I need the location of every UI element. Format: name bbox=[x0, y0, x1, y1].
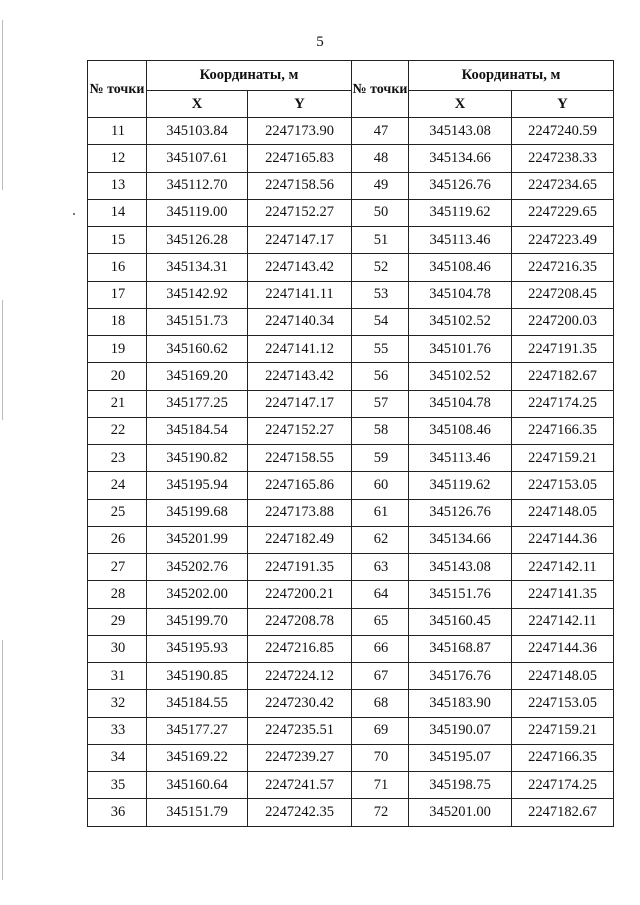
point-number-right: 71 bbox=[352, 772, 409, 799]
point-number-left: 12 bbox=[88, 145, 147, 172]
point-number-right: 48 bbox=[352, 145, 409, 172]
x-coordinate-left: 345202.76 bbox=[147, 554, 248, 581]
point-number-left: 16 bbox=[88, 254, 147, 281]
x-coordinate-right: 345201.00 bbox=[409, 799, 512, 826]
y-coordinate-left: 2247200.21 bbox=[248, 581, 352, 608]
x-coordinate-right: 345108.46 bbox=[409, 254, 512, 281]
y-coordinate-left: 2247158.56 bbox=[248, 172, 352, 199]
coordinates-header-right: Координаты, м bbox=[409, 61, 614, 91]
table-row bbox=[88, 336, 614, 363]
page-number: 5 bbox=[316, 34, 324, 50]
table-row bbox=[88, 554, 614, 581]
table-row bbox=[88, 363, 614, 390]
point-number-left: 18 bbox=[88, 308, 147, 335]
x-coordinate-left: 345151.79 bbox=[147, 799, 248, 826]
point-number-right: 59 bbox=[352, 445, 409, 472]
x-coordinate-right: 345134.66 bbox=[409, 526, 512, 553]
y-coordinate-right: 2247142.11 bbox=[512, 608, 614, 635]
point-number-left: 27 bbox=[88, 554, 147, 581]
point-number-right: 56 bbox=[352, 363, 409, 390]
y-coordinate-right: 2247153.05 bbox=[512, 472, 614, 499]
y-coordinate-left: 2247235.51 bbox=[248, 717, 352, 744]
x-coordinate-right: 345195.07 bbox=[409, 744, 512, 771]
table-row bbox=[88, 445, 614, 472]
x-header-left: X bbox=[147, 91, 248, 118]
x-coordinate-right: 345104.78 bbox=[409, 281, 512, 308]
point-number-left: 21 bbox=[88, 390, 147, 417]
x-coordinate-right: 345119.62 bbox=[409, 199, 512, 226]
table-row bbox=[88, 799, 614, 826]
x-coordinate-right: 345151.76 bbox=[409, 581, 512, 608]
x-coordinate-right: 345102.52 bbox=[409, 308, 512, 335]
y-coordinate-right: 2247216.35 bbox=[512, 254, 614, 281]
y-coordinate-right: 2247153.05 bbox=[512, 690, 614, 717]
table-row bbox=[88, 417, 614, 444]
x-coordinate-right: 345113.46 bbox=[409, 445, 512, 472]
point-number-right: 53 bbox=[352, 281, 409, 308]
y-coordinate-left: 2247208.78 bbox=[248, 608, 352, 635]
point-number-header-left: № точки bbox=[88, 61, 147, 118]
point-number-right: 63 bbox=[352, 554, 409, 581]
x-coordinate-left: 345160.64 bbox=[147, 772, 248, 799]
y-coordinate-right: 2247159.21 bbox=[512, 717, 614, 744]
point-number-right: 57 bbox=[352, 390, 409, 417]
y-coordinate-left: 2247173.88 bbox=[248, 499, 352, 526]
point-number-left: 14 bbox=[88, 199, 147, 226]
point-number-right: 60 bbox=[352, 472, 409, 499]
x-coordinate-right: 345190.07 bbox=[409, 717, 512, 744]
point-number-header-right: № точки bbox=[352, 61, 409, 118]
x-coordinate-right: 345134.66 bbox=[409, 145, 512, 172]
y-coordinate-right: 2247166.35 bbox=[512, 744, 614, 771]
x-coordinate-right: 345113.46 bbox=[409, 227, 512, 254]
x-coordinate-left: 345126.28 bbox=[147, 227, 248, 254]
x-coordinate-left: 345119.00 bbox=[147, 199, 248, 226]
x-coordinate-left: 345177.27 bbox=[147, 717, 248, 744]
coordinates-table bbox=[87, 60, 614, 827]
table-row bbox=[88, 172, 614, 199]
y-coordinate-right: 2247229.65 bbox=[512, 199, 614, 226]
table-row bbox=[88, 308, 614, 335]
point-number-left: 29 bbox=[88, 608, 147, 635]
scan-edge-line bbox=[2, 640, 3, 880]
x-coordinate-left: 345177.25 bbox=[147, 390, 248, 417]
table-row bbox=[88, 472, 614, 499]
y-coordinate-left: 2247230.42 bbox=[248, 690, 352, 717]
table-row bbox=[88, 390, 614, 417]
y-coordinate-left: 2247158.55 bbox=[248, 445, 352, 472]
point-number-left: 25 bbox=[88, 499, 147, 526]
point-number-left: 13 bbox=[88, 172, 147, 199]
y-coordinate-left: 2247141.12 bbox=[248, 336, 352, 363]
scan-edge-line bbox=[2, 20, 3, 190]
y-coordinate-left: 2247182.49 bbox=[248, 526, 352, 553]
table-row bbox=[88, 118, 614, 145]
point-number-left: 23 bbox=[88, 445, 147, 472]
table-row bbox=[88, 635, 614, 662]
x-coordinate-right: 345143.08 bbox=[409, 118, 512, 145]
y-coordinate-left: 2247147.17 bbox=[248, 390, 352, 417]
x-coordinate-right: 345198.75 bbox=[409, 772, 512, 799]
point-number-left: 36 bbox=[88, 799, 147, 826]
y-coordinate-right: 2247223.49 bbox=[512, 227, 614, 254]
y-coordinate-right: 2247148.05 bbox=[512, 499, 614, 526]
y-coordinate-left: 2247152.27 bbox=[248, 199, 352, 226]
x-coordinate-right: 345108.46 bbox=[409, 417, 512, 444]
table-row bbox=[88, 608, 614, 635]
x-coordinate-left: 345134.31 bbox=[147, 254, 248, 281]
x-coordinate-left: 345142.92 bbox=[147, 281, 248, 308]
y-coordinate-right: 2247174.25 bbox=[512, 390, 614, 417]
y-coordinate-left: 2247216.85 bbox=[248, 635, 352, 662]
point-number-left: 32 bbox=[88, 690, 147, 717]
x-coordinate-left: 345199.70 bbox=[147, 608, 248, 635]
point-number-right: 51 bbox=[352, 227, 409, 254]
table-row bbox=[88, 281, 614, 308]
point-number-left: 19 bbox=[88, 336, 147, 363]
y-coordinate-right: 2247200.03 bbox=[512, 308, 614, 335]
point-number-right: 65 bbox=[352, 608, 409, 635]
x-coordinate-left: 345195.94 bbox=[147, 472, 248, 499]
y-coordinate-left: 2247241.57 bbox=[248, 772, 352, 799]
y-coordinate-right: 2247191.35 bbox=[512, 336, 614, 363]
x-coordinate-right: 345160.45 bbox=[409, 608, 512, 635]
y-coordinate-right: 2247148.05 bbox=[512, 663, 614, 690]
y-coordinate-left: 2247147.17 bbox=[248, 227, 352, 254]
y-coordinate-right: 2247142.11 bbox=[512, 554, 614, 581]
x-coordinate-right: 345101.76 bbox=[409, 336, 512, 363]
point-number-left: 30 bbox=[88, 635, 147, 662]
x-coordinate-right: 345119.62 bbox=[409, 472, 512, 499]
table-row bbox=[88, 227, 614, 254]
x-coordinate-left: 345190.82 bbox=[147, 445, 248, 472]
point-number-right: 68 bbox=[352, 690, 409, 717]
x-coordinate-right: 345168.87 bbox=[409, 635, 512, 662]
point-number-right: 47 bbox=[352, 118, 409, 145]
table-row bbox=[88, 145, 614, 172]
x-coordinate-left: 345199.68 bbox=[147, 499, 248, 526]
y-coordinate-left: 2247239.27 bbox=[248, 744, 352, 771]
y-coordinate-right: 2247238.33 bbox=[512, 145, 614, 172]
coordinates-header-left: Координаты, м bbox=[147, 61, 352, 91]
y-coordinate-right: 2247141.35 bbox=[512, 581, 614, 608]
point-number-right: 54 bbox=[352, 308, 409, 335]
point-number-left: 11 bbox=[88, 118, 147, 145]
table-row bbox=[88, 690, 614, 717]
y-coordinate-left: 2247224.12 bbox=[248, 663, 352, 690]
table-row bbox=[88, 499, 614, 526]
point-number-right: 69 bbox=[352, 717, 409, 744]
y-header-left: Y bbox=[248, 91, 352, 118]
y-coordinate-right: 2247144.36 bbox=[512, 526, 614, 553]
y-coordinate-left: 2247143.42 bbox=[248, 254, 352, 281]
y-coordinate-left: 2247165.83 bbox=[248, 145, 352, 172]
point-number-right: 58 bbox=[352, 417, 409, 444]
point-number-left: 15 bbox=[88, 227, 147, 254]
y-coordinate-left: 2247173.90 bbox=[248, 118, 352, 145]
y-coordinate-left: 2247141.11 bbox=[248, 281, 352, 308]
point-number-right: 64 bbox=[352, 581, 409, 608]
y-coordinate-right: 2247182.67 bbox=[512, 363, 614, 390]
y-coordinate-left: 2247152.27 bbox=[248, 417, 352, 444]
scan-speck bbox=[73, 213, 75, 215]
y-coordinate-right: 2247159.21 bbox=[512, 445, 614, 472]
point-number-right: 67 bbox=[352, 663, 409, 690]
x-coordinate-left: 345107.61 bbox=[147, 145, 248, 172]
x-coordinate-right: 345102.52 bbox=[409, 363, 512, 390]
y-coordinate-left: 2247165.86 bbox=[248, 472, 352, 499]
y-coordinate-right: 2247234.65 bbox=[512, 172, 614, 199]
x-coordinate-left: 345160.62 bbox=[147, 336, 248, 363]
point-number-left: 20 bbox=[88, 363, 147, 390]
y-coordinate-right: 2247174.25 bbox=[512, 772, 614, 799]
x-coordinate-right: 345143.08 bbox=[409, 554, 512, 581]
point-number-left: 17 bbox=[88, 281, 147, 308]
point-number-right: 62 bbox=[352, 526, 409, 553]
point-number-left: 35 bbox=[88, 772, 147, 799]
x-coordinate-left: 345169.20 bbox=[147, 363, 248, 390]
point-number-right: 52 bbox=[352, 254, 409, 281]
x-coordinate-left: 345112.70 bbox=[147, 172, 248, 199]
point-number-right: 61 bbox=[352, 499, 409, 526]
x-coordinate-left: 345202.00 bbox=[147, 581, 248, 608]
y-header-right: Y bbox=[512, 91, 614, 118]
point-number-left: 34 bbox=[88, 744, 147, 771]
table-row bbox=[88, 772, 614, 799]
table-row bbox=[88, 744, 614, 771]
y-coordinate-right: 2247166.35 bbox=[512, 417, 614, 444]
point-number-right: 70 bbox=[352, 744, 409, 771]
x-coordinate-left: 345201.99 bbox=[147, 526, 248, 553]
scan-edge-line bbox=[2, 300, 3, 420]
table-row bbox=[88, 717, 614, 744]
y-coordinate-left: 2247143.42 bbox=[248, 363, 352, 390]
table-body bbox=[88, 118, 614, 827]
point-number-left: 28 bbox=[88, 581, 147, 608]
y-coordinate-left: 2247140.34 bbox=[248, 308, 352, 335]
table-row bbox=[88, 526, 614, 553]
table-row bbox=[88, 581, 614, 608]
x-coordinate-left: 345169.22 bbox=[147, 744, 248, 771]
point-number-left: 24 bbox=[88, 472, 147, 499]
table-row bbox=[88, 663, 614, 690]
x-coordinate-left: 345151.73 bbox=[147, 308, 248, 335]
y-coordinate-right: 2247240.59 bbox=[512, 118, 614, 145]
point-number-left: 26 bbox=[88, 526, 147, 553]
x-coordinate-left: 345184.55 bbox=[147, 690, 248, 717]
x-coordinate-right: 345104.78 bbox=[409, 390, 512, 417]
point-number-left: 22 bbox=[88, 417, 147, 444]
x-coordinate-left: 345184.54 bbox=[147, 417, 248, 444]
x-coordinate-left: 345190.85 bbox=[147, 663, 248, 690]
x-coordinate-left: 345103.84 bbox=[147, 118, 248, 145]
y-coordinate-right: 2247182.67 bbox=[512, 799, 614, 826]
y-coordinate-left: 2247242.35 bbox=[248, 799, 352, 826]
x-header-right: X bbox=[409, 91, 512, 118]
x-coordinate-right: 345126.76 bbox=[409, 172, 512, 199]
point-number-right: 49 bbox=[352, 172, 409, 199]
x-coordinate-right: 345183.90 bbox=[409, 690, 512, 717]
y-coordinate-right: 2247144.36 bbox=[512, 635, 614, 662]
x-coordinate-left: 345195.93 bbox=[147, 635, 248, 662]
table-row bbox=[88, 254, 614, 281]
point-number-right: 55 bbox=[352, 336, 409, 363]
point-number-right: 66 bbox=[352, 635, 409, 662]
point-number-left: 33 bbox=[88, 717, 147, 744]
y-coordinate-right: 2247208.45 bbox=[512, 281, 614, 308]
point-number-right: 72 bbox=[352, 799, 409, 826]
table-row bbox=[88, 199, 614, 226]
x-coordinate-right: 345126.76 bbox=[409, 499, 512, 526]
y-coordinate-left: 2247191.35 bbox=[248, 554, 352, 581]
point-number-left: 31 bbox=[88, 663, 147, 690]
point-number-right: 50 bbox=[352, 199, 409, 226]
x-coordinate-right: 345176.76 bbox=[409, 663, 512, 690]
